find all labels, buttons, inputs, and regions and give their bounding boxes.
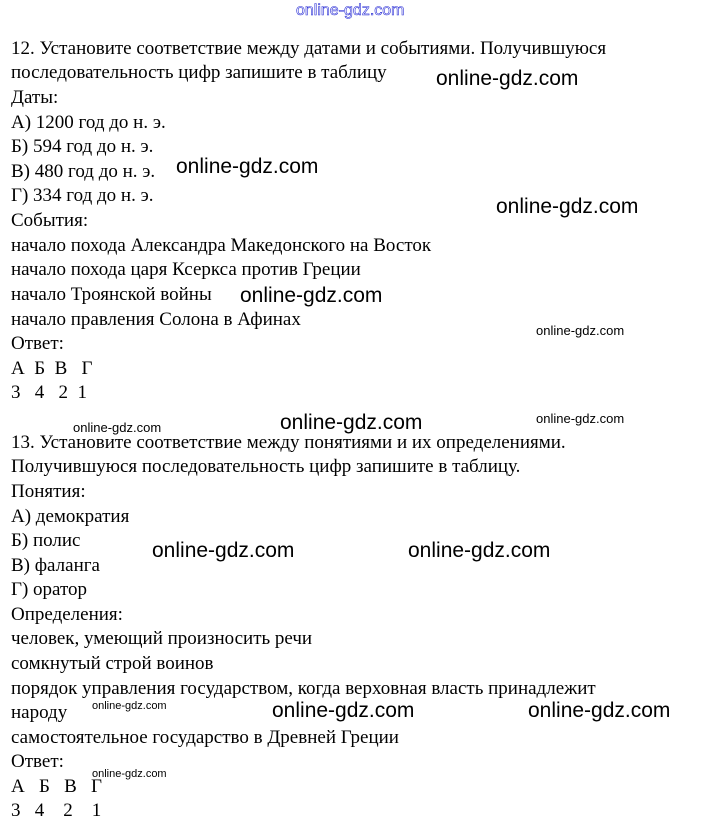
watermark: online-gdz.com	[408, 539, 551, 562]
watermark: online-gdz.com	[436, 67, 579, 90]
watermark: online-gdz.com	[92, 768, 167, 780]
task13-concept-c: В) фаланга	[11, 555, 100, 576]
task13-concepts-label: Понятия:	[11, 481, 86, 502]
task12-events-label: События:	[11, 210, 89, 231]
task12-title-cont: последовательность цифр запишите в таблицу	[11, 62, 387, 83]
task12-event-3: начало Троянской войны	[11, 284, 212, 305]
task12-answer-letters: А Б В Г	[11, 358, 93, 379]
watermark: online-gdz.com	[240, 284, 383, 307]
task13-definitions-label: Определения:	[11, 604, 123, 625]
task13-definition-2: сомкнутый строй воинов	[11, 653, 214, 674]
watermark: online-gdz.com	[496, 195, 639, 218]
task13-concept-b: Б) полис	[11, 530, 81, 551]
task12-event-4: начало правления Солона в Афинах	[11, 309, 301, 330]
watermark: online-gdz.com	[528, 699, 671, 722]
watermark: online-gdz.com	[152, 539, 295, 562]
task12-event-1: начало похода Александра Македонского на Восток	[11, 235, 432, 256]
task13-concept-d: Г) оратор	[11, 579, 88, 600]
task12-date-d: Г) 334 год до н. э.	[11, 185, 154, 206]
watermark: online-gdz.com	[73, 420, 162, 435]
task13-definition-3-cont: народу	[11, 702, 68, 723]
watermark: online-gdz.com	[176, 155, 319, 178]
task13-concept-a: А) демократия	[11, 506, 130, 527]
task13-definition-3: порядок управления государством, когда верховная власть принадлежит	[11, 678, 596, 699]
task12-date-c: В) 480 год до н. э.	[11, 161, 156, 182]
watermark: online-gdz.com	[536, 323, 625, 338]
task13-title-cont: Получившуюся последовательность цифр запишите в таблицу.	[11, 456, 521, 477]
task12-date-a: А) 1200 год до н. э.	[11, 112, 166, 133]
watermark: online-gdz.com	[280, 411, 423, 434]
task12-dates-label: Даты:	[11, 87, 59, 108]
watermark: online-gdz.com	[536, 411, 625, 426]
task13-definition-4: самостоятельное государство в Древней Греции	[11, 727, 399, 748]
task12-answer-label: Ответ:	[11, 333, 64, 354]
task12-event-2: начало похода царя Ксеркса против Греции	[11, 259, 361, 280]
task13-definition-1: человек, умеющий произносить речи	[11, 628, 313, 649]
watermark: online-gdz.com	[92, 700, 167, 712]
task13-answer-label: Ответ:	[11, 751, 64, 772]
task12-title: 12. Установите соответствие между датами и событиями. Получившуюся	[11, 38, 607, 59]
header-watermark: online-gdz.com	[296, 2, 405, 19]
task12-answer-digits: 3 4 2 1	[11, 382, 87, 403]
task13-answer-digits: 3 4 2 1	[11, 800, 102, 821]
task13-title: 13. Установите соответствие между понятиями и их определениями.	[11, 432, 566, 453]
watermark: online-gdz.com	[272, 699, 415, 722]
task12-date-b: Б) 594 год до н. э.	[11, 136, 154, 157]
task13-answer-letters: А Б В Г	[11, 776, 103, 797]
